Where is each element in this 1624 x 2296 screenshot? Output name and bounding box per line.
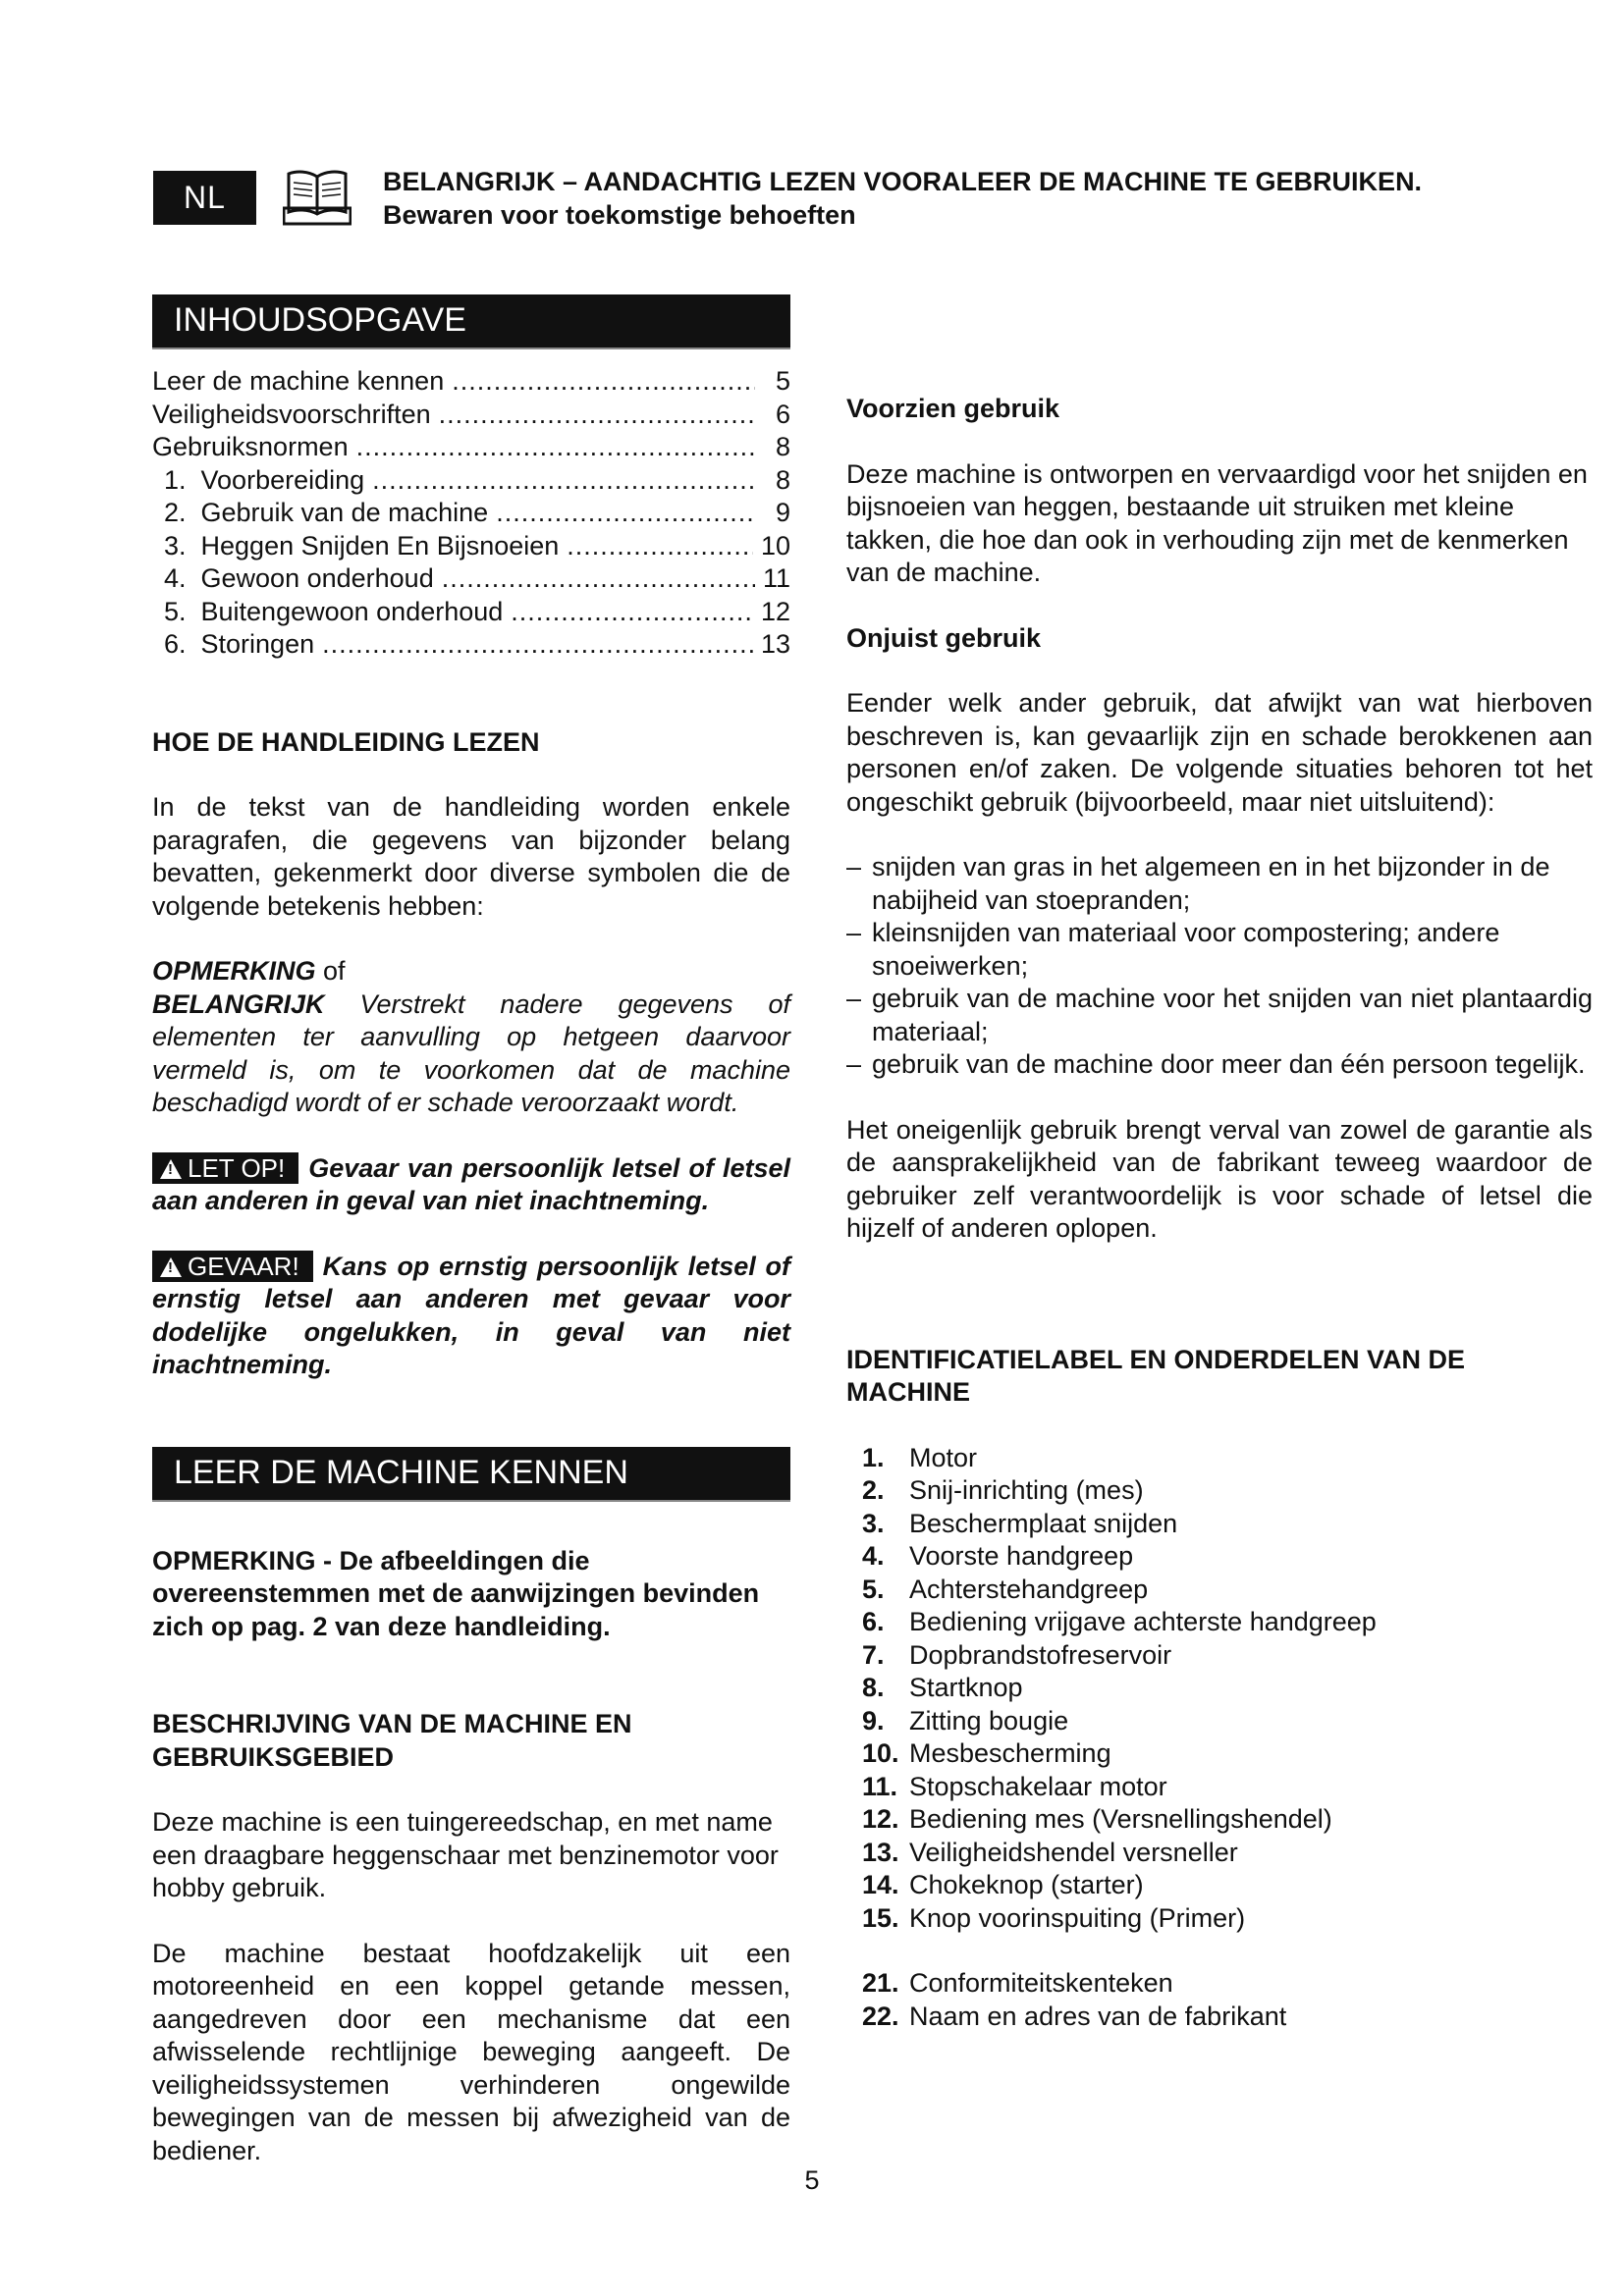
part-number: 14. (862, 1870, 899, 1899)
part-number: 13. (862, 1837, 899, 1867)
caution-badge-label: LET OP! (188, 1152, 286, 1183)
toc-page: 5 (775, 366, 790, 396)
page-number: 5 (804, 2165, 820, 2195)
part-number: 5. (862, 1574, 885, 1604)
list-item (862, 1508, 1593, 1541)
toc-label: 1. Voorbereiding (164, 464, 365, 495)
part-label: Stopschakelaar motor (909, 1771, 1167, 1801)
caution-paragraph (152, 1152, 790, 1218)
danger-badge (152, 1251, 313, 1282)
caution-badge (152, 1152, 298, 1184)
improper-use-text: Eender welk ander gebruik, dat afwijkt van wat hierboven beschreven is, kan gevaarlijk zijn en schade berokkenen aan personen en/of zaken. De volgende situaties behoren tot het ongeschikt gebruik (bijvoorbeeld, maar niet uitsluitend): (846, 688, 1593, 817)
list-item (862, 1574, 1593, 1607)
language-badge: NL (153, 171, 256, 225)
note-label-belangrijk: BELANGRIJK (152, 988, 325, 1019)
part-label: Startknop (909, 1673, 1023, 1702)
intended-use-text: Deze machine is ontworpen en vervaardigd voor het snijden en bijsnoeien van heggen, bestaande uit struiken met kleine takken, die hoe dan ook in verhouding zijn met de kenmerken van de machine. (846, 458, 1588, 587)
table-of-contents (152, 365, 790, 662)
part-label: Conformiteitskenteken (909, 1968, 1173, 1998)
warning-triangle-icon (160, 1257, 182, 1277)
part-number: 12. (862, 1804, 899, 1834)
note-of: of (315, 956, 346, 986)
part-number: 3. (862, 1508, 885, 1538)
danger-badge-label: GEVAAR! (188, 1251, 299, 1281)
part-number: 4. (862, 1541, 885, 1571)
machine-note: OPMERKING - De afbeeldingen die overeenstemmen met de aanwijzingen bevinden zich op pag. 2 van deze handleiding. (152, 1545, 760, 1641)
note-label-opmerking: OPMERKING (152, 956, 316, 986)
description-heading: BESCHRIJVING VAN DE MACHINE EN GEBRUIKSGEBIED (152, 1709, 632, 1772)
toc-page: 8 (775, 432, 790, 461)
part-label: Snij-inrichting (mes) (909, 1475, 1144, 1505)
part-number: 22. (862, 2001, 899, 2031)
caution-text: Gevaar van persoonlijk letsel of letsel aan anderen in geval van niet inachtneming. (152, 1152, 790, 1215)
toc-leader (439, 399, 755, 432)
toc-leader (322, 628, 753, 662)
toc-row[interactable] (152, 464, 790, 498)
part-label: Achterstehandgreep (909, 1574, 1149, 1604)
toc-page: 9 (775, 498, 790, 527)
toc-label: 5. Buitengewoon onderhoud (164, 596, 504, 626)
toc-row[interactable] (152, 562, 790, 596)
list-item: – snijden van gras in het algemeen en in het bijzonder in de nabijheid van stoepranden; (846, 851, 1593, 917)
danger-paragraph (152, 1251, 790, 1382)
toc-page: 12 (760, 596, 790, 626)
warranty-text: Het oneigenlijk gebruik brengt verval van zowel de garantie als de aansprakelijkheid van de fabrikant teweeg waardoor de gebruiker zelf verantwoordelijk is voor schade of letsel die hijzelf of anderen oplopen. (846, 1114, 1593, 1243)
toc-row[interactable] (152, 399, 790, 432)
toc-label: 4. Gewoon onderhoud (164, 563, 434, 593)
list-item (862, 1837, 1593, 1870)
list-item (862, 1967, 1593, 2001)
improper-use-list (846, 851, 1593, 1082)
part-number: 11. (862, 1771, 898, 1801)
part-label: Naam en adres van de fabrikant (909, 2001, 1287, 2031)
open-book-icon (283, 169, 352, 226)
part-number: 9. (862, 1705, 885, 1735)
description-text-1: Deze machine is een tuingereedschap, en met name een draagbare heggenschaar met benzinemotor voor hobby gebruik. (152, 1807, 779, 1902)
toc-label: 6. Storingen (164, 629, 315, 659)
toc-row[interactable] (152, 628, 790, 662)
list-item: – gebruik van de machine door meer dan één persoon tegelijk. (846, 1048, 1593, 1082)
header-title: BELANGRIJK – AANDACHTIG LEZEN VOORALEER DE MACHINE TE GEBRUIKEN. (383, 167, 1423, 196)
howto-intro: In de tekst van de handleiding worden enkele paragrafen, die gegevens van bijzonder belang bevatten, gekenmerkt door diverse symbolen die de volgende betekenis hebben: (152, 792, 790, 921)
intended-use-heading: Voorzien gebruik (846, 394, 1060, 423)
danger-text: Kans op ernstig persoonlijk letsel of ernstig letsel aan anderen met gevaar voor dodelijke ongelukken, in geval van niet inachtneming. (152, 1251, 790, 1379)
part-number: 1. (862, 1442, 885, 1472)
parts-list (846, 1442, 1593, 1936)
toc-row[interactable] (152, 596, 790, 629)
part-number: 21. (862, 1968, 899, 1998)
part-label: Motor (909, 1442, 978, 1472)
part-label: Veiligheidshendel versneller (909, 1837, 1238, 1867)
toc-row[interactable] (152, 431, 790, 464)
toc-row[interactable] (152, 497, 790, 530)
description-text-2: De machine bestaat hoofdzakelijk uit een motoreenheid en een koppel getande messen, aangedreven door een mechanisme dat een afwisselende rechtlijnige beweging aangeeft. De veiligheidssystemen verhinderen ongewilde bewegingen van de messen bij afwezigheid van de bediener. (152, 1938, 790, 2165)
toc-leader (372, 464, 755, 498)
header-subtitle: Bewaren voor toekomstige behoeften (383, 200, 856, 230)
list-item (862, 1902, 1593, 1936)
note-paragraph (152, 955, 790, 1120)
part-label: Zitting bougie (909, 1705, 1069, 1735)
part-label: Dopbrandstofreservoir (909, 1639, 1172, 1670)
toc-page: 10 (760, 530, 790, 561)
toc-leader (511, 596, 753, 629)
list-item: – kleinsnijden van materiaal voor compostering; andere snoeiwerken; (846, 917, 1593, 983)
part-label: Mesbescherming (909, 1738, 1111, 1768)
part-number: 10. (862, 1738, 899, 1768)
part-label: Chokeknop (starter) (909, 1870, 1144, 1899)
part-number: 6. (862, 1607, 885, 1636)
list-item (862, 1803, 1593, 1837)
part-label: Knop voorinspuiting (Primer) (909, 1902, 1246, 1933)
toc-row[interactable] (152, 530, 790, 563)
list-item (862, 1442, 1593, 1475)
part-label: Bediening vrijgave achterste handgreep (909, 1607, 1377, 1636)
toc-leader (442, 562, 755, 596)
part-number: 15. (862, 1902, 899, 1933)
parts-list-labels (846, 1967, 1593, 2033)
right-column (846, 294, 1593, 2033)
part-number: 2. (862, 1475, 885, 1505)
part-number: 7. (862, 1639, 885, 1670)
toc-leader (567, 530, 753, 563)
list-item (862, 1606, 1593, 1639)
howto-heading: HOE DE HANDLEIDING LEZEN (152, 726, 540, 757)
toc-page: 11 (762, 563, 790, 593)
list-item (862, 1540, 1593, 1574)
list-item (862, 1474, 1593, 1508)
toc-label: Leer de machine kennen (152, 366, 445, 396)
list-item (862, 2001, 1593, 2034)
part-number: 8. (862, 1673, 885, 1702)
toc-leader (356, 431, 755, 464)
warning-triangle-icon (160, 1159, 182, 1179)
toc-title: INHOUDSOPGAVE (152, 294, 790, 349)
list-item (862, 1737, 1593, 1771)
part-label: Voorste handgreep (909, 1541, 1134, 1571)
list-item (862, 1705, 1593, 1738)
toc-page: 6 (775, 399, 790, 429)
toc-label: 2. Gebruik van de machine (164, 498, 489, 527)
list-item (862, 1639, 1593, 1673)
toc-page: 13 (760, 629, 790, 659)
part-label: Beschermplaat snijden (909, 1508, 1178, 1538)
list-item (862, 1869, 1593, 1902)
note-text: Verstrekt nadere gegevens of elementen ter aanvulling op hetgeen daarvoor vermeld is, om te voorkomen dat de machine beschadigd wordt of er schade veroorzaakt wordt. (152, 988, 790, 1117)
toc-label: Veiligheidsvoorschriften (152, 399, 431, 429)
improper-use-heading: Onjuist gebruik (846, 622, 1042, 653)
toc-leader (496, 497, 755, 530)
list-item: – gebruik van de machine voor het snijden van niet plantaardig materiaal; (846, 983, 1593, 1048)
toc-leader (452, 365, 755, 399)
toc-row[interactable] (152, 365, 790, 399)
toc-page: 8 (775, 464, 790, 495)
machine-section-title: LEER DE MACHINE KENNEN (152, 1447, 790, 1502)
list-item (862, 1672, 1593, 1705)
part-label: Bediening mes (Versnellingshendel) (909, 1804, 1332, 1834)
left-column (152, 294, 790, 2167)
list-item (862, 1771, 1593, 1804)
toc-label: 3. Heggen Snijden En Bijsnoeien (164, 530, 560, 561)
parts-heading: IDENTIFICATIELABEL EN ONDERDELEN VAN DE MACHINE (846, 1344, 1466, 1407)
toc-label: Gebruiksnormen (152, 432, 349, 461)
